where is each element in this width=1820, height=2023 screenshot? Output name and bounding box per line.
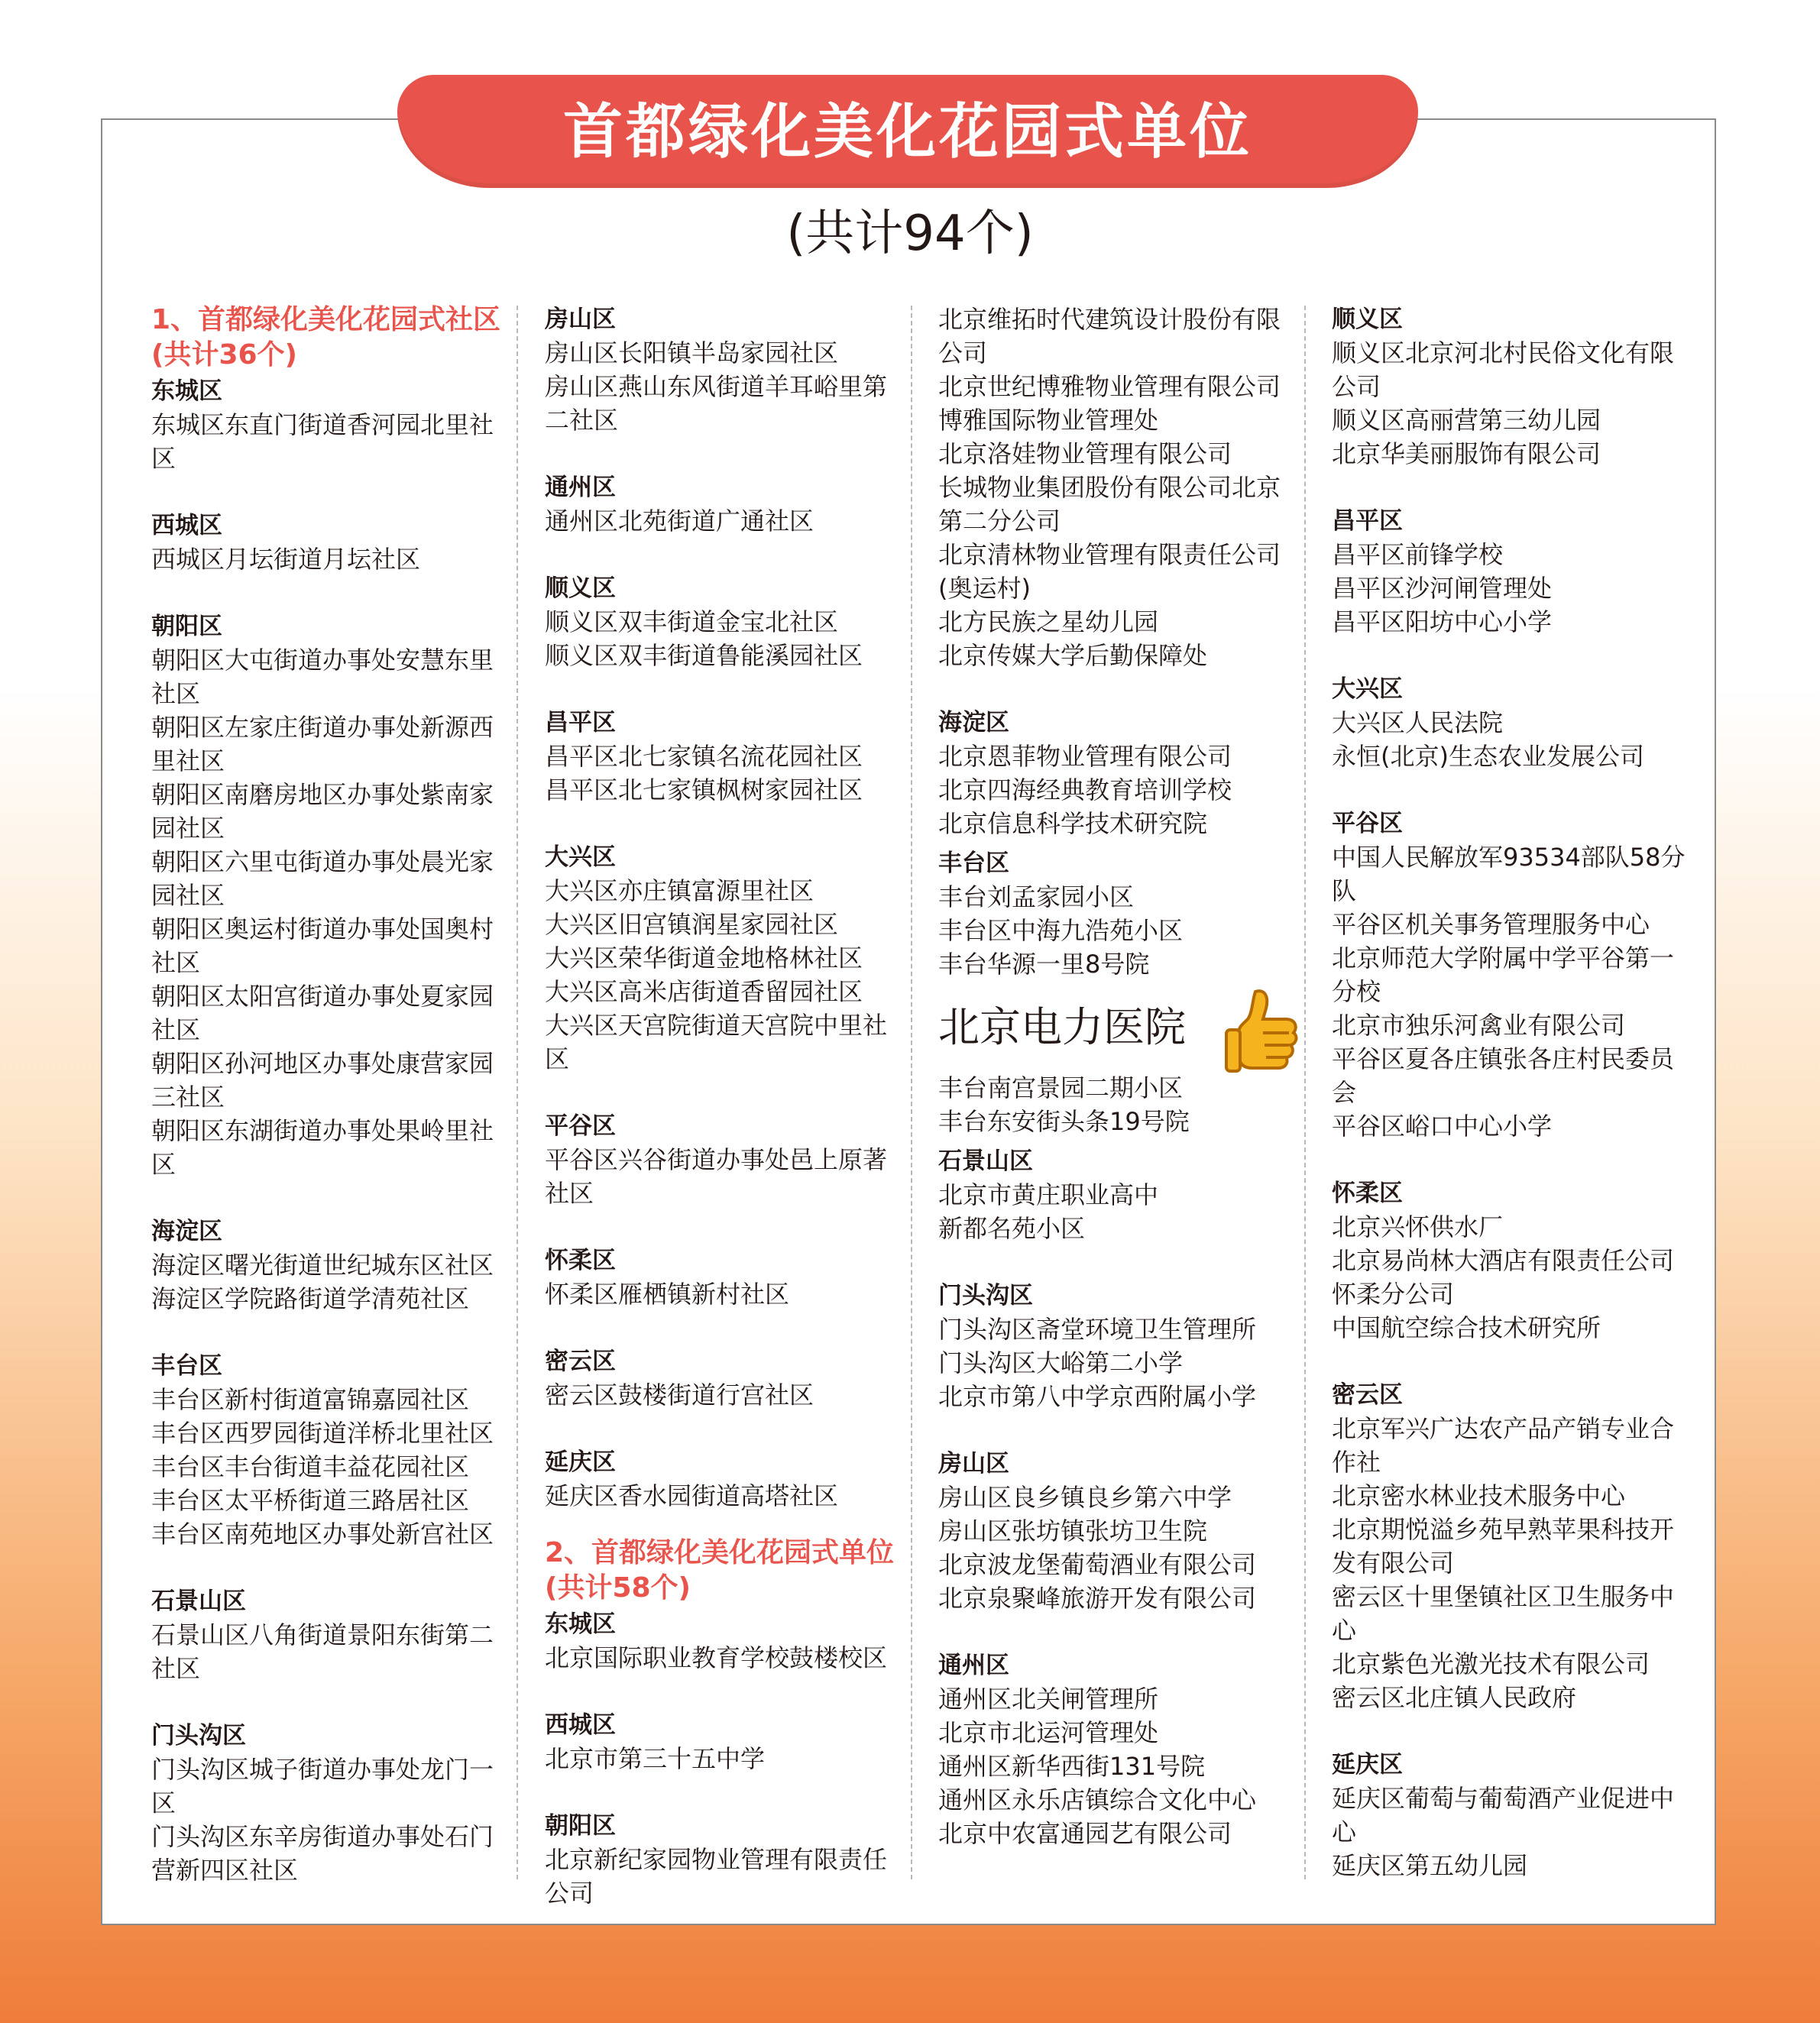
list-item: 北京国际职业教育学校鼓楼校区 — [545, 1643, 888, 1672]
district-group — [1332, 303, 1691, 471]
list-item: 延庆区第五幼儿园 — [1332, 1851, 1528, 1880]
list-item: 平谷区夏各庄镇张各庄村民委员会 — [1332, 1044, 1675, 1107]
list-item: 昌平区北七家镇枫树家园社区 — [545, 775, 863, 804]
list-item: 朝阳区左家庄街道办事处新源西里社区 — [151, 713, 494, 775]
district-heading: 门头沟区 — [151, 1722, 246, 1749]
list-item: 顺义区双丰街道金宝北社区 — [545, 607, 839, 636]
list-item: 门头沟区斋堂环境卫生管理所 — [938, 1315, 1257, 1344]
list-item: 房山区良乡镇良乡第六中学 — [938, 1483, 1232, 1512]
district-heading: 延庆区 — [545, 1448, 616, 1476]
list-item: 大兴区旧宫镇润星家园社区 — [545, 910, 839, 939]
thumbs-up-icon — [1225, 986, 1301, 1077]
district-group — [545, 471, 904, 538]
list-item: 大兴区荣华街道金地格林社区 — [545, 944, 863, 973]
district-heading: 丰台区 — [151, 1352, 222, 1380]
list-item: 朝阳区太阳宫街道办事处夏家园社区 — [151, 982, 494, 1044]
list-item: 大兴区亦庄镇富源里社区 — [545, 876, 814, 905]
district-heading: 通州区 — [938, 1652, 1009, 1679]
list-item: 怀柔区雁栖镇新村社区 — [545, 1280, 790, 1309]
list-item: 海淀区曙光街道世纪城东区社区 — [151, 1251, 494, 1280]
list-item: 房山区张坊镇张坊卫生院 — [938, 1516, 1208, 1546]
column-divider — [911, 306, 912, 1879]
district-group — [938, 706, 1297, 840]
page-title: 首都绿化美化花园式单位 — [562, 98, 1252, 167]
section-heading-1: 1、首都绿化美化花园式社区(共计36个) — [151, 304, 501, 371]
list-item: 北京市独乐河禽业有限公司 — [1332, 1011, 1626, 1040]
list-item: 昌平区阳坊中心小学 — [1332, 607, 1553, 636]
district-heading: 东城区 — [151, 377, 222, 405]
district-group — [938, 1447, 1297, 1615]
district-group — [545, 303, 904, 437]
district-group — [545, 571, 904, 672]
district-group — [1332, 672, 1691, 773]
list-item: 北京泉聚峰旅游开发有限公司 — [938, 1584, 1257, 1613]
district-group — [938, 846, 1297, 981]
list-item: 北京市黄庄职业高中 — [938, 1180, 1159, 1209]
list-item: 中国人民解放军93534部队58分队 — [1332, 843, 1686, 905]
list-item: 北京兴怀供水厂 — [1332, 1212, 1504, 1241]
list-item: 北京市第八中学京西附属小学 — [938, 1382, 1257, 1411]
list-item: 朝阳区大屯街道办事处安慧东里社区 — [151, 646, 494, 708]
district-heading: 顺义区 — [1332, 306, 1403, 333]
list-item: 丰台华源一里8号院 — [938, 950, 1150, 979]
list-item: 丰台区中海九浩苑小区 — [938, 916, 1184, 945]
district-heading: 大兴区 — [1332, 675, 1403, 703]
district-heading: 西城区 — [151, 512, 222, 539]
list-item: 顺义区高丽营第三幼儿园 — [1332, 406, 1601, 435]
column-divider — [1304, 306, 1306, 1879]
district-heading: 昌平区 — [1332, 507, 1403, 535]
district-group — [151, 1584, 510, 1685]
district-heading: 西城区 — [545, 1711, 616, 1739]
district-heading: 东城区 — [545, 1610, 616, 1638]
list-item: 海淀区学院路街道学清苑社区 — [151, 1284, 470, 1313]
district-group — [1332, 1378, 1691, 1714]
list-item: 新都名苑小区 — [938, 1214, 1086, 1243]
list-item: 北京期悦溢乡苑早熟苹果科技开发有限公司 — [1332, 1515, 1675, 1578]
list-item: 北京恩菲物业管理有限公司 — [938, 742, 1232, 771]
list-item: 中国航空综合技术研究所 — [1332, 1313, 1601, 1342]
district-group — [545, 1109, 904, 1210]
district-heading: 平谷区 — [1332, 810, 1403, 837]
district-heading: 海淀区 — [938, 709, 1009, 736]
district-heading: 顺义区 — [545, 575, 616, 602]
list-item: 北京市第三十五中学 — [545, 1744, 766, 1773]
list-item: 昌平区北七家镇名流花园社区 — [545, 742, 863, 771]
list-item: 北京洛娃物业管理有限公司 — [938, 439, 1232, 468]
district-group — [545, 706, 904, 807]
district-group — [545, 1607, 904, 1675]
district-group — [1332, 1748, 1691, 1882]
list-item: 石景山区八角街道景阳东街第二社区 — [151, 1620, 494, 1683]
district-heading: 密云区 — [545, 1348, 616, 1375]
list-item: 密云区鼓楼街道行宫社区 — [545, 1380, 814, 1410]
district-heading: 石景山区 — [151, 1588, 246, 1615]
list-item: 长城物业集团股份有限公司北京第二分公司 — [938, 473, 1281, 536]
list-item: 门头沟区城子街道办事处龙门一区 — [151, 1755, 494, 1817]
list-item: 丰台刘孟家园小区 — [938, 882, 1135, 911]
district-group — [151, 610, 510, 1181]
district-group — [545, 840, 904, 1076]
district-heading: 房山区 — [545, 306, 616, 333]
district-group — [1332, 1177, 1691, 1345]
district-group — [151, 1719, 510, 1887]
district-group — [545, 1809, 904, 1910]
list-item: 丰台区太平桥街道三路居社区 — [151, 1486, 470, 1515]
list-item: 永恒(北京)生态农业发展公司 — [1332, 742, 1644, 771]
list-item: 北京波龙堡葡萄酒业有限公司 — [938, 1550, 1257, 1579]
list-item: 朝阳区奥运村街道办事处国奥村社区 — [151, 914, 494, 977]
list-item: 北京市北运河管理处 — [938, 1718, 1159, 1747]
column-3 — [938, 303, 1297, 1884]
district-heading: 昌平区 — [545, 709, 616, 736]
list-item: 通州区北关闸管理所 — [938, 1685, 1159, 1714]
list-item: 平谷区兴谷街道办事处邑上原著社区 — [545, 1145, 888, 1208]
list-item: 门头沟区大峪第二小学 — [938, 1348, 1184, 1377]
district-heading: 大兴区 — [545, 843, 616, 871]
district-group — [545, 1445, 904, 1513]
list-item: 北京四海经典教育培训学校 — [938, 775, 1232, 804]
list-item: 平谷区机关事务管理服务中心 — [1332, 910, 1650, 939]
district-heading: 怀柔区 — [545, 1247, 616, 1274]
list-item: 西城区月坛街道月坛社区 — [151, 545, 421, 574]
list-item: 昌平区前锋学校 — [1332, 540, 1504, 569]
district-heading: 怀柔区 — [1332, 1180, 1403, 1207]
list-item: 北京传媒大学后勤保障处 — [938, 641, 1208, 670]
district-heading: 石景山区 — [938, 1147, 1033, 1175]
list-item: 密云区北庄镇人民政府 — [1332, 1683, 1577, 1712]
list-item: 北京世纪博雅物业管理有限公司博雅国际物业管理处 — [938, 372, 1281, 435]
district-group — [1332, 807, 1691, 1143]
list-item: 通州区永乐店镇综合文化中心 — [938, 1785, 1257, 1814]
district-group — [938, 1649, 1297, 1850]
district-group — [938, 1071, 1297, 1138]
list-item: 朝阳区东湖街道办事处果岭里社区 — [151, 1116, 494, 1179]
list-item: 门头沟区东辛房街道办事处石门营新四区社区 — [151, 1822, 494, 1885]
district-heading: 海淀区 — [151, 1218, 222, 1245]
list-item: 大兴区高米店街道香留园社区 — [545, 977, 863, 1006]
column-2 — [545, 303, 904, 1944]
list-item: 平谷区峪口中心小学 — [1332, 1112, 1553, 1141]
list-item: 朝阳区南磨房地区办事处紫南家园社区 — [151, 780, 494, 843]
district-heading: 密云区 — [1332, 1381, 1403, 1409]
list-item: 房山区长阳镇半岛家园社区 — [545, 338, 839, 367]
list-item: 北京军兴广达农产品产销专业合作社 — [1332, 1414, 1675, 1477]
list-item: 北京易尚林大酒店有限责任公司怀柔分公司 — [1332, 1246, 1675, 1309]
list-item: 丰台区南苑地区办事处新宫社区 — [151, 1520, 494, 1549]
list-item: 延庆区葡萄与葡萄酒产业促进中心 — [1332, 1784, 1675, 1847]
list-item: 北京维拓时代建筑设计股份有限公司 — [938, 305, 1281, 367]
list-item: 昌平区沙河闸管理处 — [1332, 574, 1553, 603]
list-item: 大兴区人民法院 — [1332, 708, 1504, 737]
section-heading-2: 2、首都绿化美化花园式单位(共计58个) — [545, 1537, 895, 1604]
district-group — [1332, 504, 1691, 639]
list-item: 密云区十里堡镇社区卫生服务中心 — [1332, 1582, 1675, 1645]
list-item: 通州区新华西街131号院 — [938, 1752, 1206, 1781]
list-item: 北京新纪家园物业管理有限责任公司 — [545, 1845, 888, 1908]
district-group — [545, 1708, 904, 1775]
list-item: 丰台区新村街道富锦嘉园社区 — [151, 1385, 470, 1414]
list-item: 东城区东直门街道香河园北里社区 — [151, 410, 494, 473]
list-item: 大兴区天宫院街道天宫院中里社区 — [545, 1011, 888, 1073]
list-item: 朝阳区六里屯街道办事处晨光家园社区 — [151, 847, 494, 910]
district-heading: 房山区 — [938, 1450, 1009, 1478]
highlight-text: 北京电力医院 — [938, 1003, 1186, 1051]
district-heading: 丰台区 — [938, 850, 1009, 877]
list-item: 北京密水林业技术服务中心 — [1332, 1481, 1626, 1510]
list-item: 丰台南宫景园二期小区 — [938, 1073, 1184, 1102]
district-group — [151, 1349, 510, 1551]
list-item: 房山区燕山东风街道羊耳峪里第二社区 — [545, 372, 888, 435]
district-heading: 通州区 — [545, 474, 616, 501]
list-item: 丰台东安街头条19号院 — [938, 1107, 1190, 1136]
list-item: 北京中农富通园艺有限公司 — [938, 1819, 1232, 1848]
district-group — [545, 1345, 904, 1412]
list-item: 北京华美丽服饰有限公司 — [1332, 439, 1601, 468]
column-4 — [1332, 303, 1691, 1916]
list-item: 朝阳区孙河地区办事处康营家园三社区 — [151, 1049, 494, 1112]
district-heading: 朝阳区 — [545, 1812, 616, 1840]
list-item: 顺义区双丰街道鲁能溪园社区 — [545, 641, 863, 670]
list-item: 丰台区西罗园街道洋桥北里社区 — [151, 1419, 494, 1448]
district-group — [938, 303, 1297, 672]
column-1 — [151, 303, 510, 1921]
district-group — [545, 1244, 904, 1311]
district-group — [151, 509, 510, 576]
district-group — [151, 1215, 510, 1316]
highlight-hospital — [938, 1001, 1297, 1054]
list-item: 通州区北苑街道广通社区 — [545, 507, 814, 536]
column-divider — [517, 306, 518, 1879]
list-item: 北京清林物业管理有限责任公司(奥运村) — [938, 540, 1281, 603]
list-item: 北京师范大学附属中学平谷第一分校 — [1332, 944, 1675, 1006]
list-item: 北京紫色光激光技术有限公司 — [1332, 1649, 1650, 1678]
list-item: 丰台区丰台街道丰益花园社区 — [151, 1452, 470, 1481]
district-heading: 门头沟区 — [938, 1282, 1033, 1309]
district-heading: 朝阳区 — [151, 613, 222, 640]
list-item: 北方民族之星幼儿园 — [938, 607, 1159, 636]
district-group — [938, 1279, 1297, 1413]
district-group — [151, 374, 510, 475]
list-item: 北京信息科学技术研究院 — [938, 809, 1208, 838]
district-group — [938, 1144, 1297, 1245]
list-item: 延庆区香水园街道高塔社区 — [545, 1481, 839, 1510]
list-item: 顺义区北京河北村民俗文化有限公司 — [1332, 338, 1675, 401]
district-heading: 延庆区 — [1332, 1751, 1403, 1779]
district-heading: 平谷区 — [545, 1112, 616, 1140]
page-subtitle: (共计94个) — [786, 206, 1034, 262]
